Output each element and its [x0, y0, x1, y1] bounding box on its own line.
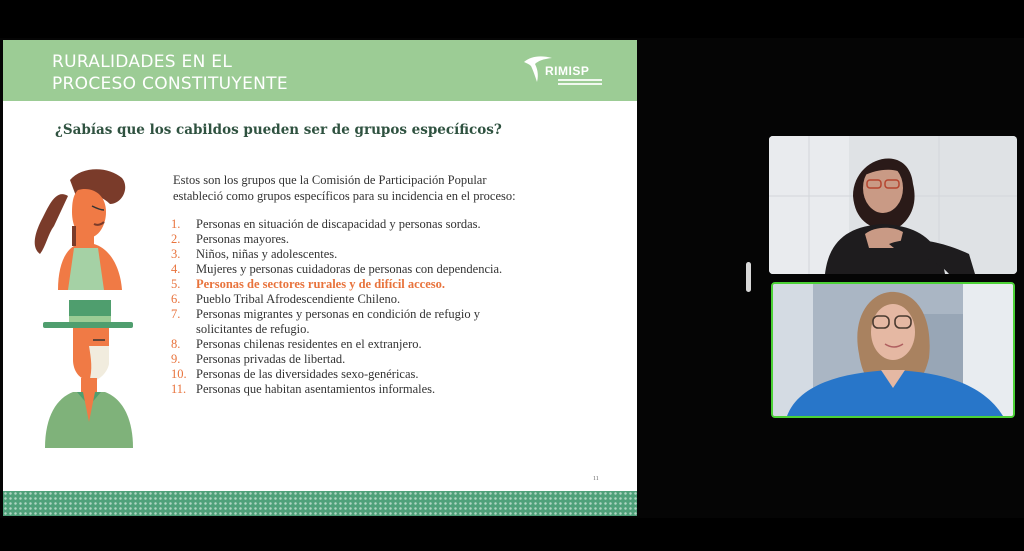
list-item-text: Personas en situación de discapacidad y personas sordas. [196, 217, 481, 231]
participant-video-icon [773, 284, 1013, 416]
list-item [171, 367, 502, 382]
list-item-text: Pueblo Tribal Afrodescendiente Chileno. [196, 292, 401, 306]
list-item-number: 4. [171, 262, 181, 276]
slide-title [52, 51, 288, 95]
list-item-text: Personas de las diversidades sexo-genéricas. [196, 367, 419, 381]
list-item-text: Personas chilenas residentes en el extranjero. [196, 337, 422, 351]
page-number: 11 [593, 476, 599, 482]
list-item [171, 247, 502, 262]
list-item [171, 337, 502, 352]
slide-intro [173, 172, 593, 204]
list-item [171, 232, 502, 247]
shared-screen-slide [3, 40, 637, 516]
list-item-number: 5. [171, 277, 181, 291]
list-item-highlighted [171, 277, 502, 292]
list-item-number: 2. [171, 232, 181, 246]
list-item-text: Niños, niñas y adolescentes. [196, 247, 338, 261]
list-item [171, 352, 502, 367]
list-item-text: Personas de sectores rurales y de difícil acceso. [196, 277, 446, 291]
participant-video-icon [769, 136, 1017, 274]
slide-header [3, 40, 637, 101]
list-item [171, 382, 502, 397]
list-item [171, 262, 502, 277]
participant-video-1[interactable] [769, 136, 1017, 274]
logo-subtitle-lines [558, 79, 602, 81]
slide-footer-pattern [3, 491, 637, 516]
meeting-top-bar [0, 0, 1024, 38]
list-item-number: 3. [171, 247, 181, 261]
participant-video-2-active-speaker[interactable] [771, 282, 1015, 418]
slide-title-line-2: PROCESO CONSTITUYENTE [52, 74, 288, 94]
logo-text: RIMISP [545, 64, 590, 78]
list-item-text: Mujeres y personas cuidadoras de personas con dependencia. [196, 262, 503, 276]
slide-question: ¿Sabías que los cabildos pueden ser de grupos específicos? [55, 122, 502, 138]
list-item-text: Personas mayores. [196, 232, 290, 246]
meeting-bottom-bar [0, 518, 1024, 551]
list-item-number: 9. [171, 352, 181, 366]
list-item-text: Personas privadas de libertad. [196, 352, 346, 366]
list-item-number: 11. [171, 382, 187, 396]
intro-line-2: estableció como grupos específicos para su incidencia en el proceso: [173, 189, 516, 203]
groups-list [171, 217, 502, 397]
list-item [171, 292, 502, 307]
list-item-text: Personas que habitan asentamientos informales. [196, 382, 436, 396]
man-with-hat-illustration-icon [43, 298, 135, 448]
list-item-number: 6. [171, 292, 181, 306]
rimisp-logo [523, 52, 603, 92]
list-item-text-line-1: Personas migrantes y personas en condición de refugio y [196, 307, 480, 321]
list-item [171, 307, 502, 337]
list-item-text-line-2: solicitantes de refugio. [196, 322, 310, 336]
slide-title-line-1: RURALIDADES EN EL [52, 52, 233, 72]
list-item-number: 8. [171, 337, 181, 351]
list-item [171, 217, 502, 232]
list-item-number: 7. [171, 307, 181, 321]
panel-resize-handle[interactable] [746, 262, 751, 292]
list-item-number: 10. [171, 367, 187, 381]
list-item-number: 1. [171, 217, 181, 231]
list-item-text [196, 307, 502, 337]
intro-line-1: Estos son los grupos que la Comisión de Participación Popular [173, 173, 487, 187]
woman-illustration-icon [30, 168, 130, 290]
